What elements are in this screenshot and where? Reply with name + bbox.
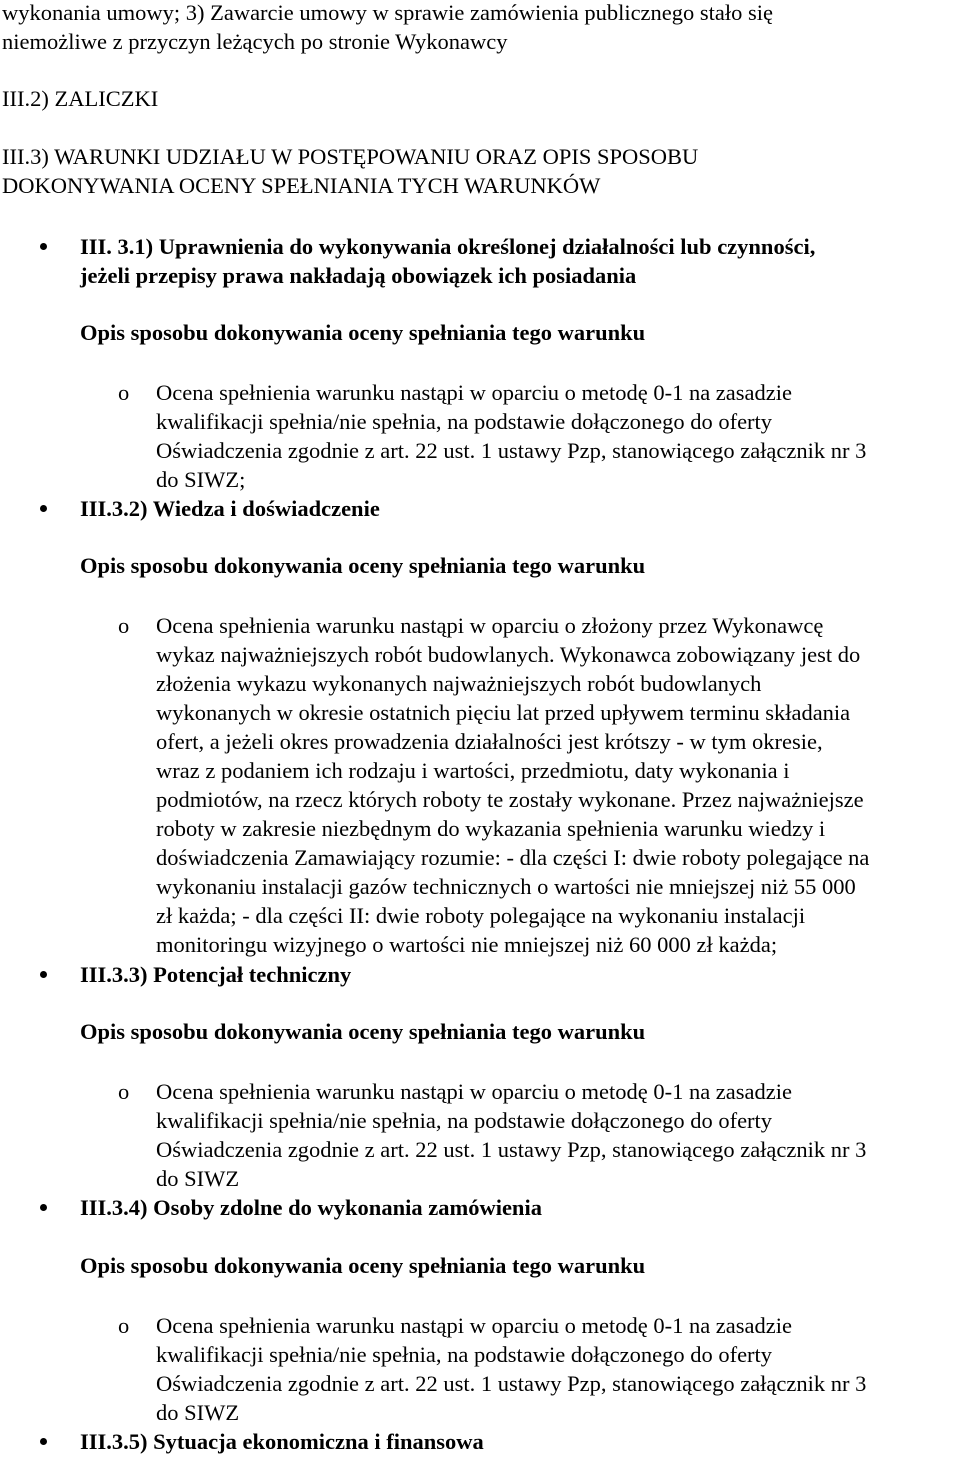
- list-marker-3-3: o: [118, 1079, 130, 1104]
- section-3-2-item-line-2: wykaz najważniejszych robót budowlanych. Wykonawca zobowiązany jest do: [156, 642, 861, 667]
- section-3-4-item-line-2: kwalifikacji spełnia/nie spełnia, na podstawie dołączonego do oferty: [156, 1342, 773, 1367]
- section-3-2-item-line-7: podmiotów, na rzecz których roboty te zostały wykonane. Przez najważniejsze: [156, 787, 864, 812]
- section-3-1-item-line-3: Oświadczenia zgodnie z art. 22 ust. 1 ustawy Pzp, stanowiącego załącznik nr 3: [156, 438, 867, 463]
- section-3-2-item-line-1: Ocena spełnienia warunku nastąpi w oparciu o złożony przez Wykonawcę: [156, 613, 824, 638]
- bullet-section-3-2: [40, 505, 47, 512]
- section-3-5-title: III.3.5) Sytuacja ekonomiczna i finansowa: [80, 1429, 484, 1454]
- section-3-4-item-line-3: Oświadczenia zgodnie z art. 22 ust. 1 ustawy Pzp, stanowiącego załącznik nr 3: [156, 1371, 867, 1396]
- warunki-heading-line-2: DOKONYWANIA OCENY SPEŁNIANIA TYCH WARUNKÓW: [2, 173, 601, 198]
- bullet-section-3-5: [40, 1438, 47, 1445]
- section-3-1-item-line-4: do SIWZ;: [156, 467, 246, 492]
- section-3-4-opis: Opis sposobu dokonywania oceny spełniania tego warunku: [80, 1253, 646, 1278]
- list-marker-3-1: o: [118, 380, 130, 405]
- section-3-1-title-line-2: jeżeli przepisy prawa nakładają obowiązek ich posiadania: [80, 263, 637, 288]
- list-marker-3-4: o: [118, 1313, 130, 1338]
- section-3-3-title: III.3.3) Potencjał techniczny: [80, 962, 352, 987]
- section-3-4-item-line-1: Ocena spełnienia warunku nastąpi w oparciu o metodę 0-1 na zasadzie: [156, 1313, 792, 1338]
- section-3-2-item-line-12: monitoringu wizyjnego o wartości nie mniejszej niż 60 000 zł każda;: [156, 932, 778, 957]
- warunki-heading-line-1: III.3) WARUNKI UDZIAŁU W POSTĘPOWANIU ORAZ OPIS SPOSOBU: [2, 144, 699, 169]
- section-3-2-item-line-9: doświadczenia Zamawiający rozumie: - dla części I: dwie roboty polegające na: [156, 845, 870, 870]
- section-3-2-item-line-4: wykonanych w okresie ostatnich pięciu lat przed upływem terminu składania: [156, 700, 851, 725]
- section-3-1-item-line-1: Ocena spełnienia warunku nastąpi w oparciu o metodę 0-1 na zasadzie: [156, 380, 792, 405]
- section-3-3-item-line-2: kwalifikacji spełnia/nie spełnia, na podstawie dołączonego do oferty: [156, 1108, 773, 1133]
- zaliczki-heading: III.2) ZALICZKI: [2, 86, 159, 111]
- section-3-1-item-line-2: kwalifikacji spełnia/nie spełnia, na podstawie dołączonego do oferty: [156, 409, 773, 434]
- section-3-2-item-line-6: wraz z podaniem ich rodzaju i wartości, przedmiotu, daty wykonania i: [156, 758, 790, 783]
- section-3-2-item-line-11: zł każda; - dla części II: dwie roboty polegające na wykonaniu instalacji: [156, 903, 806, 928]
- section-3-3-opis: Opis sposobu dokonywania oceny spełniania tego warunku: [80, 1019, 646, 1044]
- section-3-2-item-line-8: roboty w zakresie niezbędnym do wykazania spełnienia warunku wiedzy i: [156, 816, 826, 841]
- section-3-2-opis: Opis sposobu dokonywania oceny spełniania tego warunku: [80, 553, 646, 578]
- intro-line-2: niemożliwe z przyczyn leżących po stronie Wykonawcy: [2, 29, 508, 54]
- bullet-section-3-4: [40, 1204, 47, 1211]
- section-3-2-item-line-10: wykonaniu instalacji gazów technicznych o wartości nie mniejszej niż 55 000: [156, 874, 856, 899]
- section-3-2-item-line-3: złożenia wykazu wykonanych najważniejszych robót budowlanych: [156, 671, 762, 696]
- section-3-2-item-line-5: ofert, a jeżeli okres prowadzenia działalności jest krótszy - w tym okresie,: [156, 729, 823, 754]
- section-3-3-item-line-1: Ocena spełnienia warunku nastąpi w oparciu o metodę 0-1 na zasadzie: [156, 1079, 792, 1104]
- section-3-2-title: III.3.2) Wiedza i doświadczenie: [80, 496, 380, 521]
- section-3-3-item-line-3: Oświadczenia zgodnie z art. 22 ust. 1 ustawy Pzp, stanowiącego załącznik nr 3: [156, 1137, 867, 1162]
- list-marker-3-2: o: [118, 613, 130, 638]
- section-3-1-title-line-1: III. 3.1) Uprawnienia do wykonywania określonej działalności lub czynności,: [80, 234, 816, 259]
- section-3-1-opis: Opis sposobu dokonywania oceny spełniania tego warunku: [80, 320, 646, 345]
- section-3-4-item-line-4: do SIWZ: [156, 1400, 240, 1425]
- section-3-4-title: III.3.4) Osoby zdolne do wykonania zamówienia: [80, 1195, 542, 1220]
- intro-line-1: wykonania umowy; 3) Zawarcie umowy w sprawie zamówienia publicznego stało się: [2, 0, 774, 25]
- bullet-section-3-1: [40, 243, 47, 250]
- section-3-3-item-line-4: do SIWZ: [156, 1166, 240, 1191]
- bullet-section-3-3: [40, 971, 47, 978]
